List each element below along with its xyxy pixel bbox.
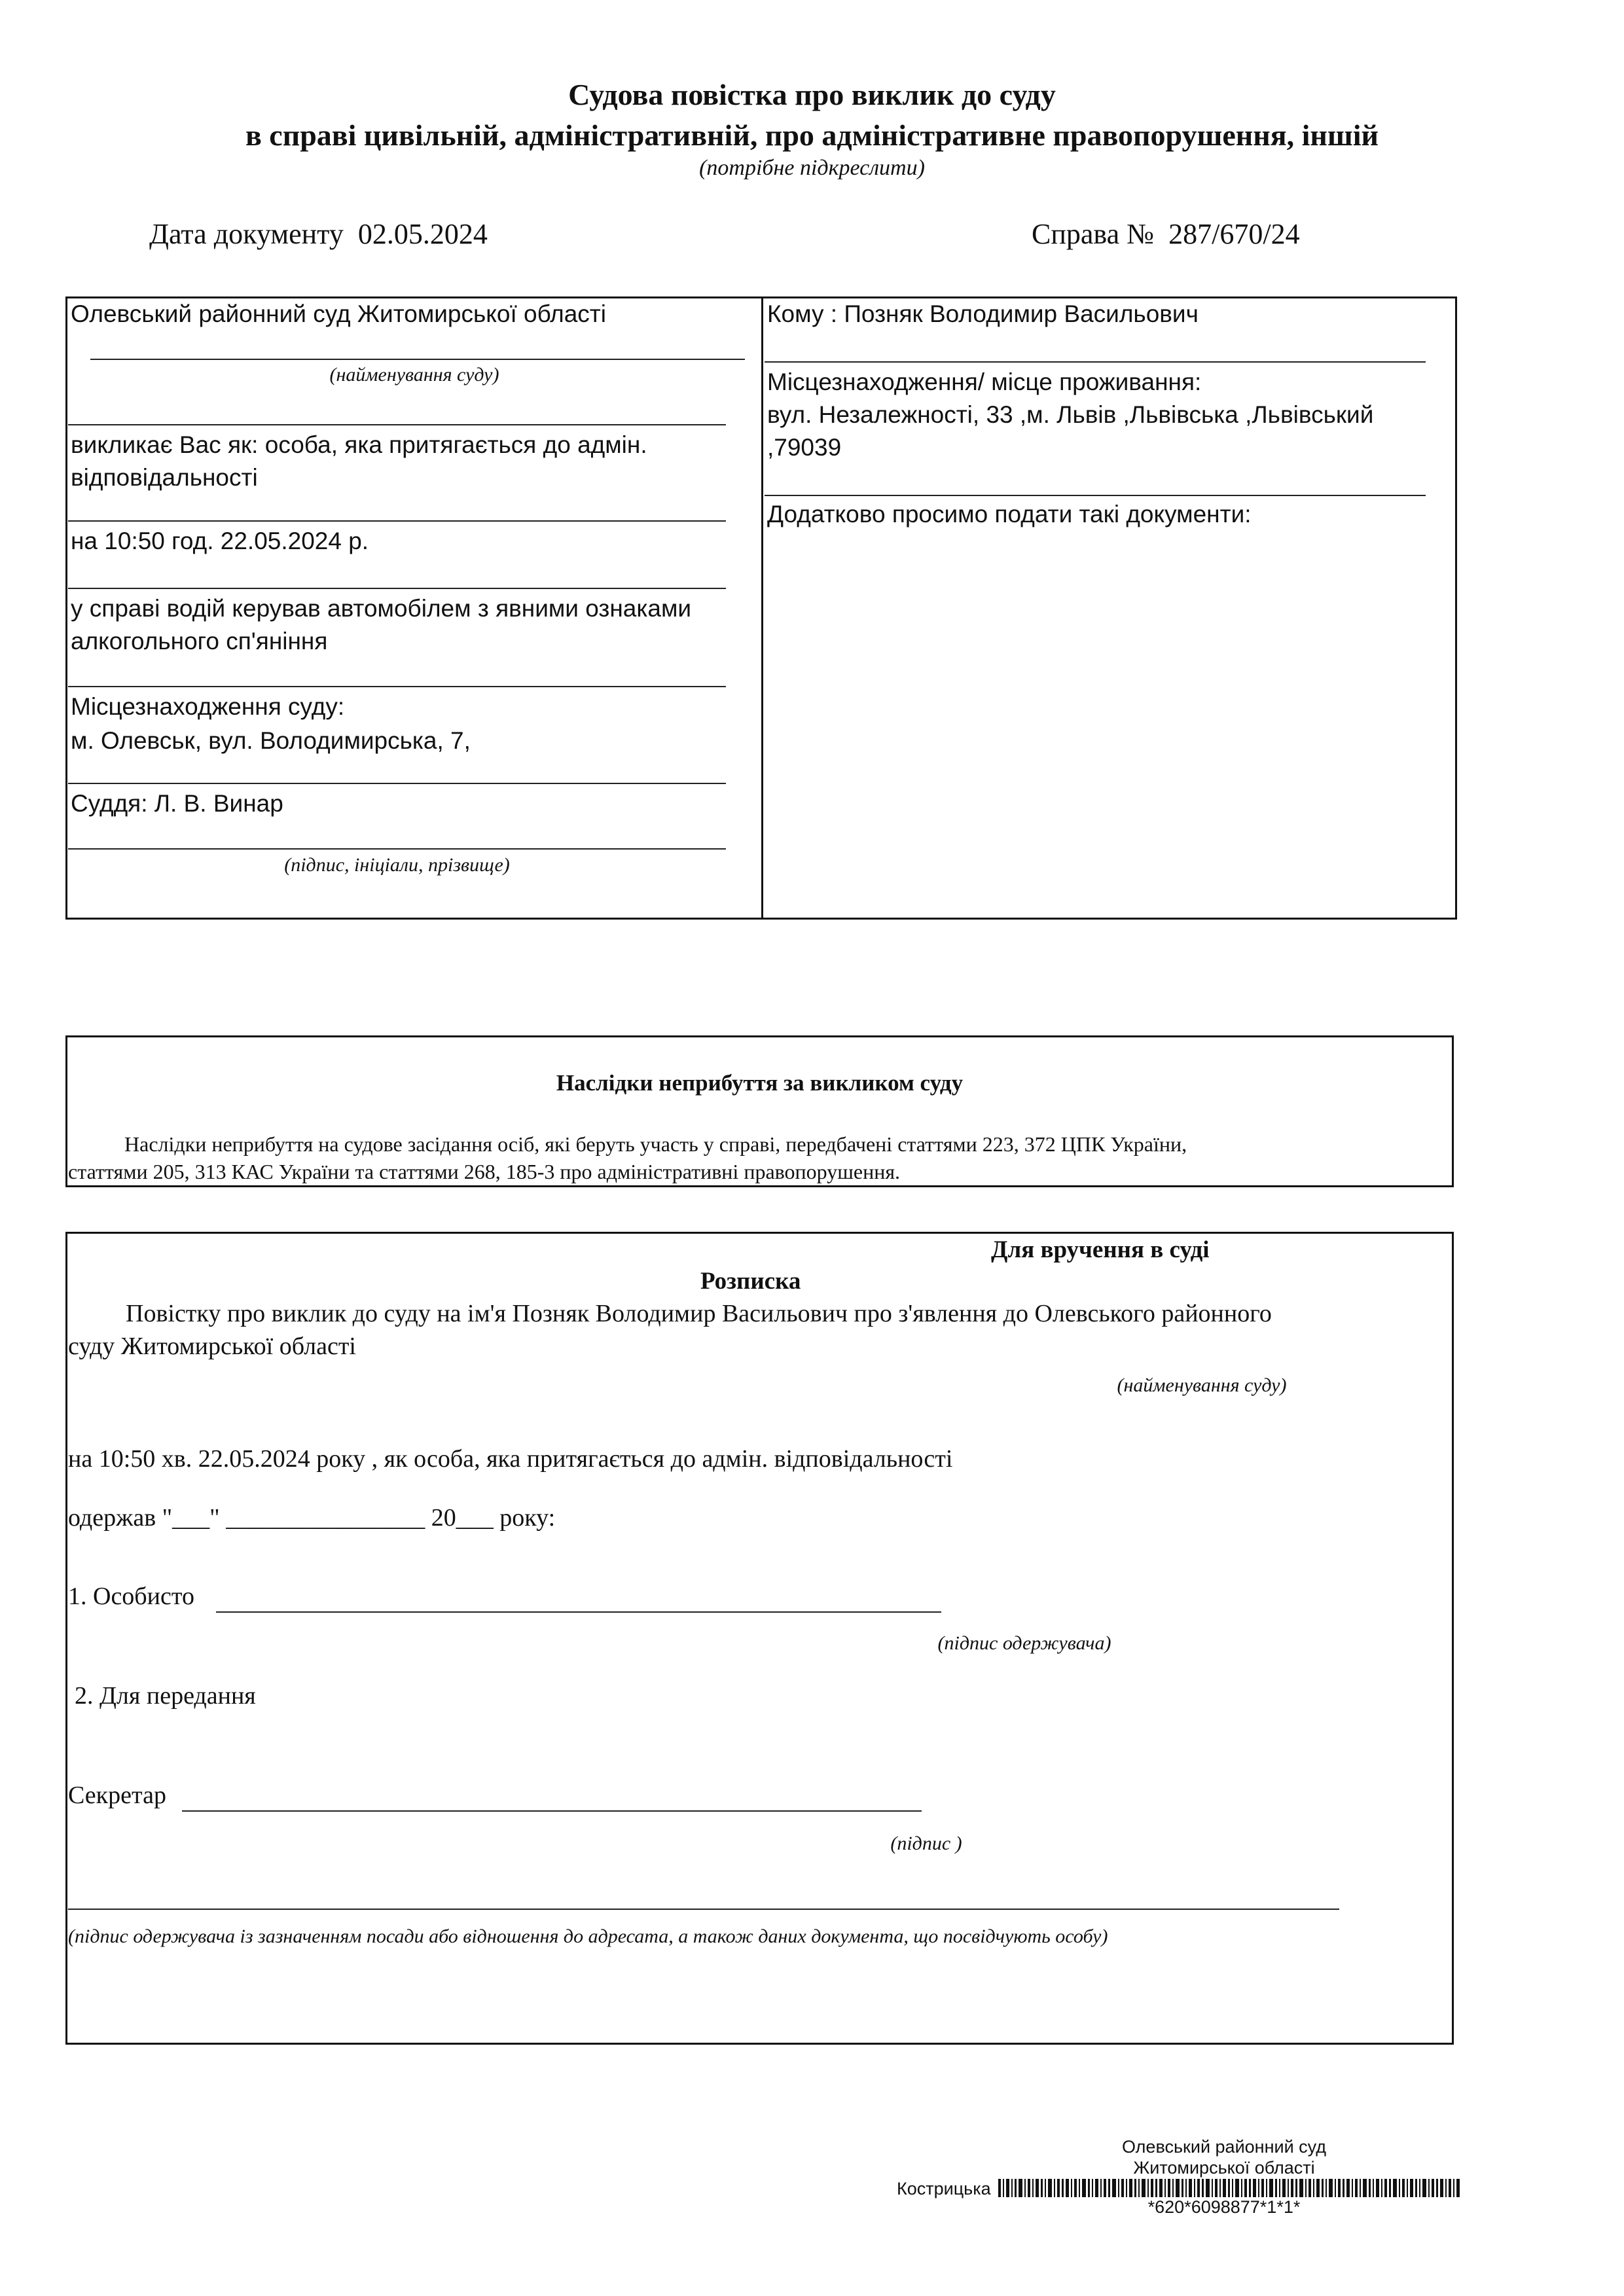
stamp-court-line2: Житомирської області <box>1133 2158 1315 2178</box>
recipient-details-caption: (підпис одержувача із зазначенням посади або відношення до адресата, а також даних документа, що посвідчують особу) <box>68 1926 1108 1947</box>
recipient-address-line2: ,79039 <box>767 434 842 461</box>
divider-line <box>765 361 1426 363</box>
summons-role-line1: викликає Вас як: особа, яка притягається до адмін. <box>71 431 647 458</box>
consequences-title: Наслідки неприбуття за викликом суду <box>556 1070 964 1096</box>
transfer-label: 2. Для передання <box>75 1682 256 1710</box>
divider-line <box>68 520 726 522</box>
barcode <box>998 2179 1460 2197</box>
consequences-text-line1: Наслідки неприбуття на судове засідання осіб, які беруть участь у справі, передбачені статтями 223, 372 ЦПК України, <box>124 1132 1187 1156</box>
judge-caption: (підпис, ініціали, прізвище) <box>284 854 510 876</box>
divider-line <box>68 783 726 784</box>
additional-documents-label: Додатково просимо подати такі документи: <box>767 501 1252 528</box>
personally-label: 1. Особисто <box>68 1583 194 1610</box>
recipient-address-label: Місцезнаходження/ місце проживання: <box>767 368 1202 395</box>
personally-signature-line <box>216 1611 941 1613</box>
consequences-text-line2: статтями 205, 313 КАС України та статтями 268, 185-3 про адміністративні правопорушення. <box>68 1160 901 1183</box>
divider-line <box>68 424 726 425</box>
receipt-time-line: на 10:50 хв. 22.05.2024 року , як особа, яка притягається до адмін. відповідальності <box>68 1445 953 1473</box>
receipt-line1: Повістку про виклик до суду на ім'я Позняк Володимир Васильович про з'явлення до Олевського районного <box>126 1300 1272 1327</box>
judge-name: Суддя: Л. В. Винар <box>71 790 283 817</box>
receipt-title: Розписка <box>700 1268 801 1295</box>
receipt-line2: суду Житомирської області <box>68 1333 356 1360</box>
document-title-line1: Судова повістка про виклик до суду <box>568 78 1056 111</box>
for-court-delivery: Для вручення в суді <box>991 1236 1210 1263</box>
case-number-label: Справа № <box>1032 218 1155 250</box>
document-date <box>149 217 488 251</box>
recipient-signature-caption: (підпис одержувача) <box>937 1632 1111 1654</box>
document-title-line2: в справі цивільній, адміністративній, про адміністративне правопорушення, іншій <box>245 118 1379 152</box>
received-date-line: одержав "___" ________________ 20___ року: <box>68 1504 556 1532</box>
recipient-address-line1: вул. Незалежності, 33 ,м. Львів ,Львівська ,Львівський <box>767 401 1374 428</box>
document-date-value: 02.05.2024 <box>357 218 488 250</box>
recipient-details-line <box>68 1909 1339 1910</box>
divider-line <box>68 588 726 589</box>
receipt-court-caption: (найменування суду) <box>1117 1374 1287 1396</box>
court-location-label: Місцезнаходження суду: <box>71 693 345 720</box>
court-name-caption: (найменування суду) <box>329 364 499 386</box>
judge-signature-line <box>68 848 726 850</box>
stamp-court-line1: Олевський районний суд <box>1121 2137 1327 2157</box>
hearing-time: на 10:50 год. 22.05.2024 р. <box>71 528 369 554</box>
recipient-name: Кому : Позняк Володимир Васильович <box>767 300 1199 327</box>
barcode-number: *620*6098877*1*1* <box>1147 2197 1301 2217</box>
court-name: Олевський районний суд Житомирської області <box>71 300 606 327</box>
court-name-line <box>90 359 745 360</box>
title-note: (потрібне підкреслити) <box>699 156 925 180</box>
divider-line <box>68 686 726 687</box>
column-divider <box>761 296 763 920</box>
document-date-label: Дата документу <box>149 218 344 250</box>
clerk-name: Кострицька <box>897 2179 991 2198</box>
court-location-value: м. Олевськ, вул. Володимирська, 7, <box>71 727 471 754</box>
case-number-value: 287/670/24 <box>1168 218 1300 250</box>
secretary-signature-line <box>182 1810 922 1812</box>
case-description-line2: алкогольного сп'яніння <box>71 628 328 655</box>
secretary-label: Секретар <box>68 1782 166 1809</box>
case-description-line1: у справі водій керував автомобілем з явними ознаками <box>71 595 692 622</box>
secretary-signature-caption: (підпис ) <box>890 1833 962 1854</box>
summons-role-line2: відповідальності <box>71 464 258 491</box>
case-number <box>1032 217 1300 251</box>
